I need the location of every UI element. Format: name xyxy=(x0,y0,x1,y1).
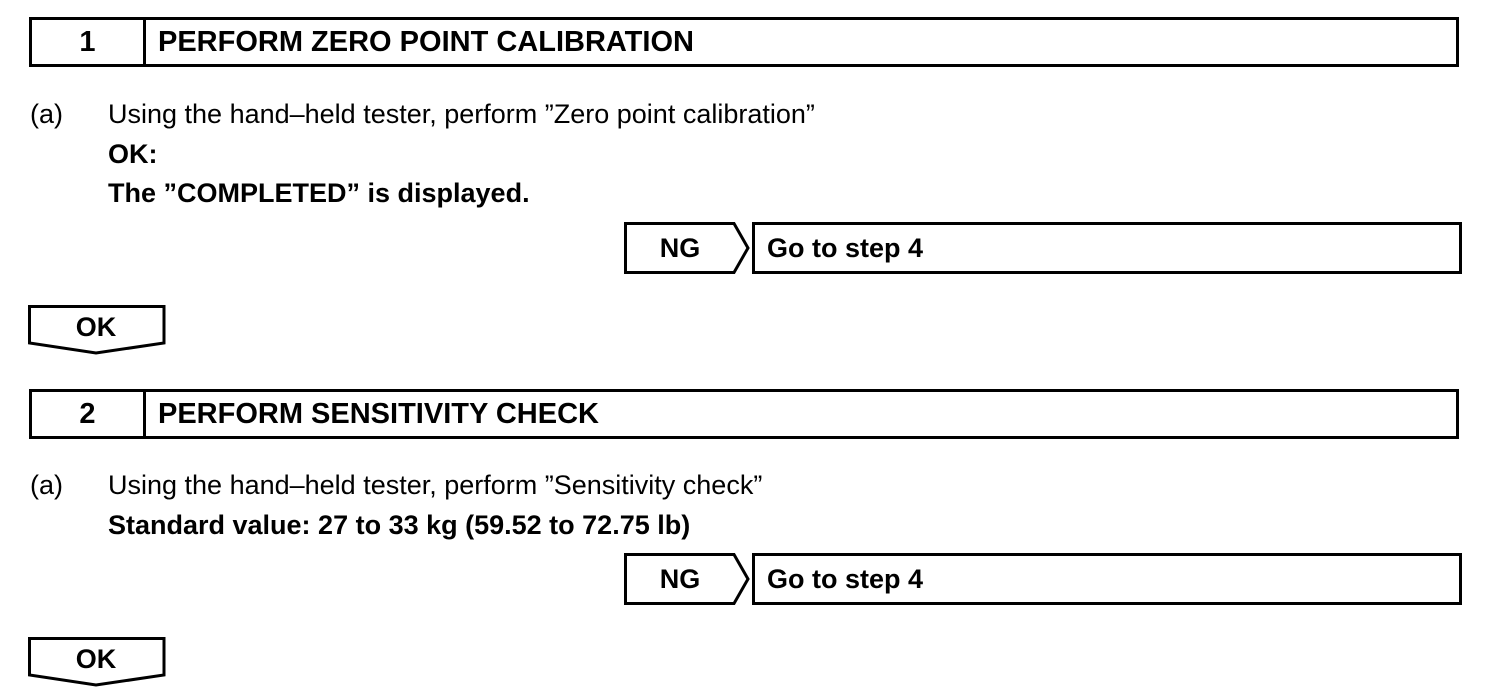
step-2-ok-label: OK xyxy=(75,644,117,674)
step-1-ng-row xyxy=(624,222,1462,274)
step-1-number: 1 xyxy=(32,20,146,64)
step-2-header xyxy=(29,389,1459,439)
step-1-ng-label: NG xyxy=(659,232,701,263)
step-1-ng-target[interactable]: Go to step 4 xyxy=(752,222,1462,274)
step-2-ok-arrow xyxy=(28,637,166,687)
step-1-header xyxy=(29,17,1459,67)
step-2-instruction: Using the hand–held tester, perform ”Sensitivity check” xyxy=(108,470,763,500)
step-2-title: PERFORM SENSITIVITY CHECK xyxy=(158,397,599,430)
step-1-result-label: OK: xyxy=(108,139,158,169)
step-1-ok-label: OK xyxy=(75,312,117,342)
step-2-ng-target[interactable]: Go to step 4 xyxy=(752,553,1462,605)
step-1-item-marker: (a) xyxy=(30,99,63,129)
step-1-title: PERFORM ZERO POINT CALIBRATION xyxy=(158,25,694,58)
step-2-number: 2 xyxy=(32,392,146,436)
step-1-ok-arrow xyxy=(28,305,166,355)
step-2-ng-row xyxy=(624,553,1462,605)
step-2-ng-label: NG xyxy=(659,563,701,594)
step-2-item-marker: (a) xyxy=(30,470,63,500)
step-1-result-text: The ”COMPLETED” is displayed. xyxy=(108,178,530,208)
step-2-standard-value: Standard value: 27 to 33 kg (59.52 to 72.75 lb) xyxy=(108,510,691,540)
step-1-instruction: Using the hand–held tester, perform ”Zero point calibration” xyxy=(108,99,815,129)
